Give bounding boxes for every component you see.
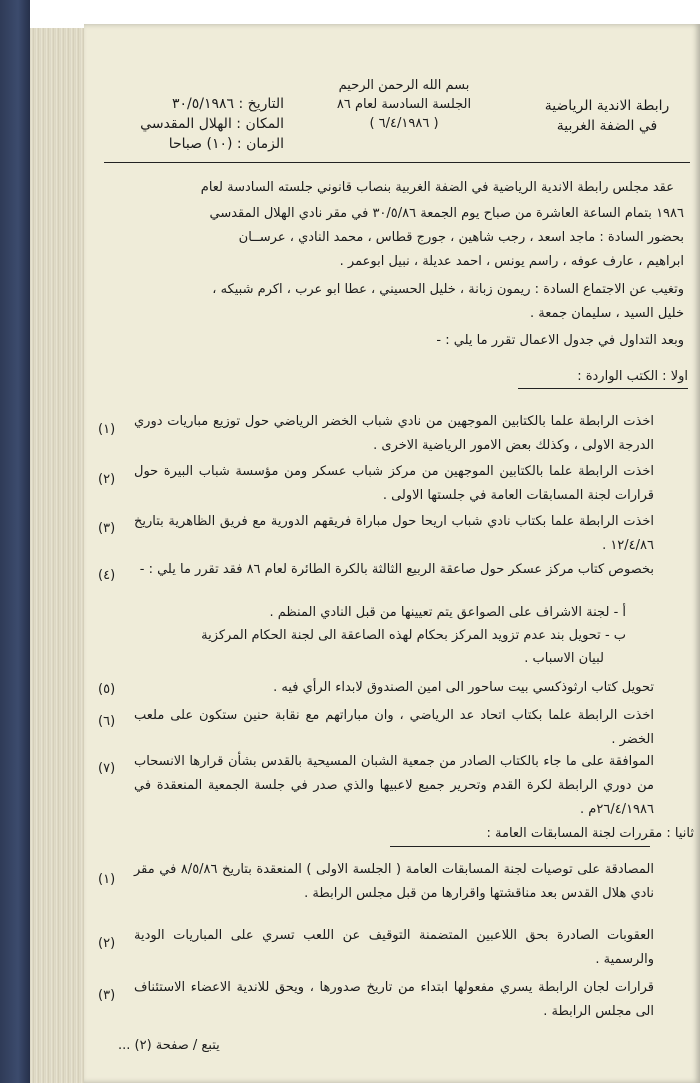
place-value: الهلال المقدسي bbox=[140, 116, 232, 132]
s2-item-1-num: (١) bbox=[98, 872, 116, 887]
s2-item-1-text: المصادقة على توصيات لجنة المسابقات العامة ( الجلسة الاولى ) المنعقدة بتاريخ ٨/٥/٨٦ في مقر نادي هلال القدس بعد مناقشتها واقرارها من قبل مجلس الرابطة . bbox=[134, 862, 654, 901]
s1-item-7-text: الموافقة على ما جاء بالكتاب الصادر من جمعية الشبان المسيحية بالقدس بشأن قرارها الانسحاب من دوري الرابطة لكرة القدم وتحرير جميع لاعبيها والذي صدر في جلسة الجمعية المنعقدة في ٢٦/٤/١٩٨٦م . bbox=[134, 754, 654, 817]
date-label: التاريخ : bbox=[238, 96, 284, 112]
header-details bbox=[124, 94, 284, 154]
org-name bbox=[532, 96, 682, 136]
s1-item-5-text: تحويل كتاب ارثوذكسي بيت ساحور الى امين الصندوق لابداء الرأي فيه . bbox=[273, 680, 654, 695]
page-edges bbox=[30, 28, 92, 1083]
place-label: المكان : bbox=[236, 116, 284, 132]
s1-item-2-num: (٢) bbox=[98, 472, 116, 487]
continuation-note: يتبع / صفحة (٢) ... bbox=[118, 1038, 220, 1053]
basmala: بسم الله الرحمن الرحيم bbox=[338, 78, 470, 93]
org-name-line-2: في الضفة الغربية bbox=[556, 118, 658, 134]
s2-item-2-text: العقوبات الصادرة بحق اللاعبين المتضمنة التوقيف عن اللعب تسري على المباريات الودية والرسمية . bbox=[134, 928, 654, 967]
header-rule bbox=[104, 162, 690, 163]
session-date: ( ٦/٤/١٩٨٦ ) bbox=[369, 116, 439, 131]
header-center bbox=[304, 76, 504, 133]
section-2-underline bbox=[390, 846, 650, 847]
sub-b-mark: ب - bbox=[604, 628, 626, 643]
s1-item-3-num: (٣) bbox=[98, 521, 116, 536]
s1-item-1-text: اخذت الرابطة علما بالكتابين الموجهين من نادي شباب الخضر الرياضي حول توزيع مباريات دوري الدرجة الاولى ، وكذلك بعض الامور الرياضية الاخرى . bbox=[134, 414, 654, 453]
time-value: (١٠) صباحا bbox=[168, 136, 233, 152]
s1-item-6-num: (٦) bbox=[98, 714, 116, 729]
book-binding bbox=[0, 0, 30, 1083]
date-row bbox=[124, 94, 284, 114]
date-value: ٣٠/٥/١٩٨٦ bbox=[171, 96, 235, 112]
sub-b-text: تحويل بند عدم تزويد المركز بحكام لهذه الصاعقة الى لجنة الحكام المركزية bbox=[201, 628, 601, 643]
s1-item-2-text: اخذت الرابطة علما بالكتابين الموجهين من مركز شباب عسكر ومن مؤسسة شباب البيرة حول قرارات لجنة المسابقات العامة في جلستها الاولى . bbox=[134, 464, 654, 503]
s1-item-6-text: اخذت الرابطة علما بكتاب اتحاد عد الرياضي ، وان مباراتهم مع نقابة حنين ستكون على ملعب الخضر . bbox=[134, 708, 654, 747]
section-1-label: اولا : الكتب الواردة : bbox=[577, 369, 688, 384]
session-title: الجلسة السادسة لعام ٨٦ bbox=[336, 97, 472, 112]
s2-item-3-text: قرارات لجان الرابطة يسري مفعولها ابتداء من تاريخ صدورها ، ويحق للاندية الاعضاء الاستئناف الى مجلس الرابطة . bbox=[134, 980, 654, 1019]
s1-item-4-num: (٤) bbox=[98, 568, 116, 583]
intro-line-2: ١٩٨٦ بتمام الساعة العاشرة من صباح يوم الجمعة ٣٠/٥/٨٦ في مقر نادي الهلال المقدسي bbox=[209, 206, 684, 221]
section-1-underline bbox=[518, 388, 688, 389]
intro-line-7: وبعد التداول في جدول الاعمال تقرر ما يلي : - bbox=[436, 333, 684, 348]
sub-a-text: لجنة الاشراف على الصواعق يتم تعيينها من قبل النادي المنظم . bbox=[269, 605, 610, 620]
time-label: الزمان : bbox=[236, 136, 284, 152]
s1-item-7-num: (٧) bbox=[98, 761, 116, 776]
intro-line-1: عقد مجلس رابطة الاندية الرياضية في الضفة الغربية بنصاب قانوني جلسته السادسة لعام bbox=[200, 180, 674, 195]
intro-line-4: ابراهيم ، عارف عوفه ، راسم يونس ، احمد عديلة ، نبيل ابوعمر . bbox=[339, 254, 684, 269]
s1-item-4-text: بخصوص كتاب مركز عسكر حول صاعقة الربيع الثالثة بالكرة الطائرة لعام ٨٦ فقد تقرر ما يلي : - bbox=[139, 562, 654, 577]
s1-item-4-sub-b bbox=[201, 625, 626, 647]
intro-line-5: وتغيب عن الاجتماع السادة : ريمون زبانة ، خليل الحسيني ، عطا ابو عرب ، اكرم شبيكه ، bbox=[212, 282, 684, 297]
s1-item-4-sub-b-cont: لبيان الاسباب . bbox=[524, 651, 604, 666]
document-page bbox=[84, 24, 700, 1083]
s1-item-4-sub-a bbox=[269, 602, 626, 624]
intro-line-3: بحضور السادة : ماجد اسعد ، رجب شاهين ، جورج قطاس ، محمد النادي ، عرســان bbox=[238, 230, 684, 245]
s2-item-3-num: (٣) bbox=[98, 988, 116, 1003]
time-row bbox=[124, 134, 284, 154]
section-2-label: ثانيا : مقررات لجنة المسابقات العامة : bbox=[486, 826, 694, 841]
place-row bbox=[124, 114, 284, 134]
s1-item-3-text: اخذت الرابطة علما بكتاب نادي شباب اريحا حول مباراة فريقهم الدورية مع فريق الظاهرية بتاريخ ١٢/٤/٨٦ . bbox=[134, 514, 654, 553]
sub-a-mark: أ - bbox=[613, 605, 626, 620]
org-name-line-1: رابطة الاندية الرياضية bbox=[544, 98, 670, 114]
s1-item-5-num: (٥) bbox=[98, 682, 116, 697]
intro-line-6: خليل السيد ، سليمان جمعة . bbox=[530, 306, 684, 321]
s2-item-2-num: (٢) bbox=[98, 936, 116, 951]
s1-item-1-num: (١) bbox=[98, 422, 116, 437]
